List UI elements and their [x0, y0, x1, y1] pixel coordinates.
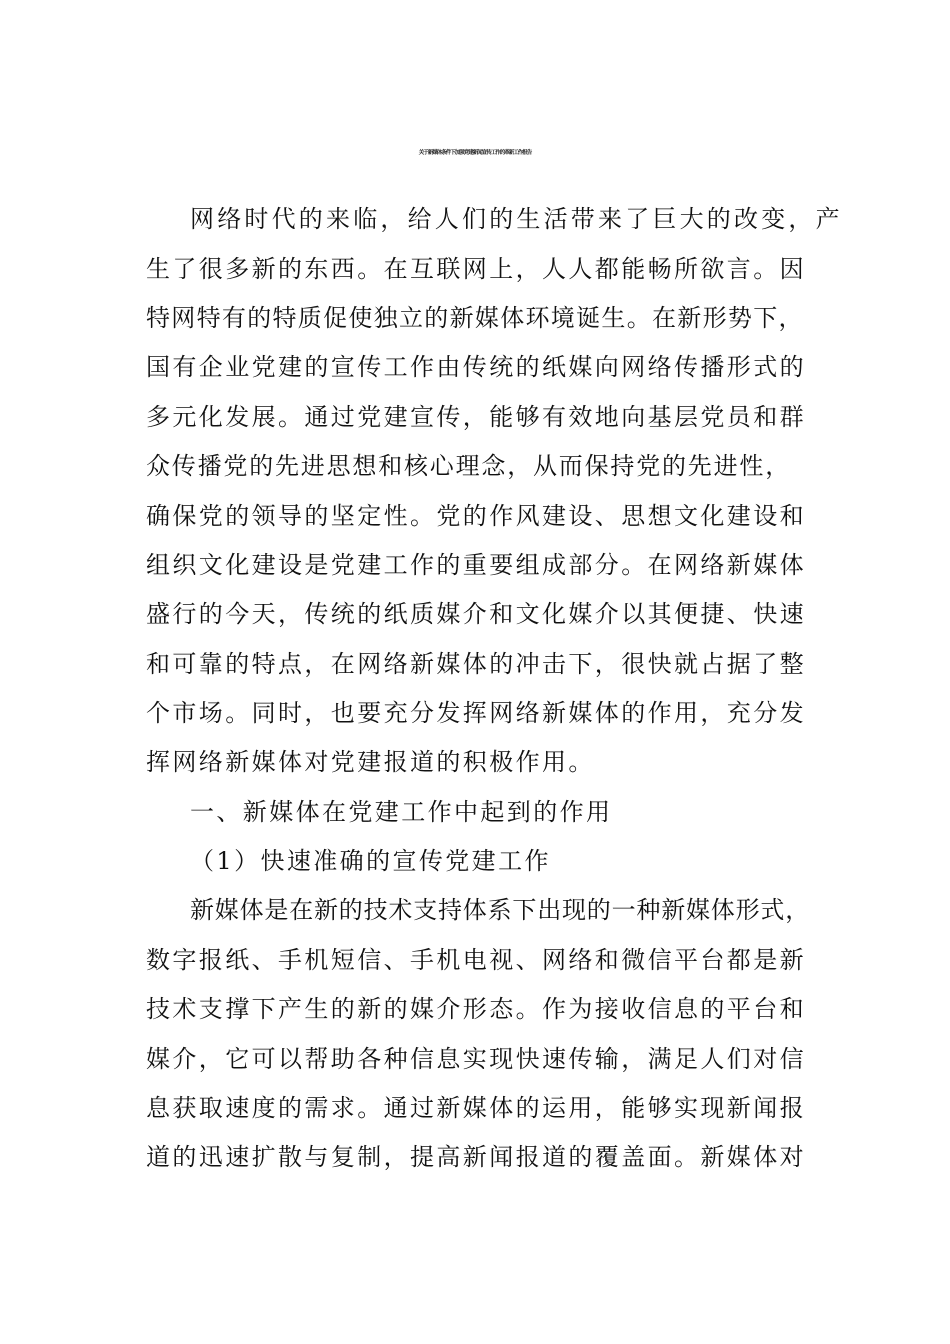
subsection-heading: （1）快速准确的宣传党建工作	[190, 847, 551, 875]
paragraph-line: 盛行的今天，传统的纸质媒介和文化媒介以其便捷、快速	[146, 600, 806, 628]
paragraph-line: 组织文化建设是党建工作的重要组成部分。在网络新媒体	[146, 551, 806, 579]
section-heading: 一、新媒体在党建工作中起到的作用	[190, 798, 613, 826]
paragraph-line: 多元化发展。通过党建宣传，能够有效地向基层党员和群	[146, 403, 806, 431]
paragraph-line: 国有企业党建的宣传工作由传统的纸媒向网络传播形式的	[146, 353, 806, 381]
document-title: 关于新媒体条件下加强党建新闻宣传工作的革新工作报告	[418, 150, 532, 156]
paragraph-line: 个市场。同时，也要充分发挥网络新媒体的作用，充分发	[146, 699, 806, 727]
paragraph-line: 挥网络新媒体对党建报道的积极作用。	[146, 748, 595, 776]
paragraph-line: 媒介，它可以帮助各种信息实现快速传输，满足人们对信	[146, 1045, 806, 1073]
paragraph-line: 特网特有的特质促使独立的新媒体环境诞生。在新形势下，	[146, 304, 804, 332]
paragraph-line: 确保党的领导的坚定性。党的作风建设、思想文化建设和	[146, 502, 806, 530]
paragraph-line: 数字报纸、手机短信、手机电视、网络和微信平台都是新	[146, 946, 806, 974]
paragraph-line: 众传播党的先进思想和核心理念，从而保持党的先进性，	[146, 452, 791, 480]
paragraph-line: 生了很多新的东西。在互联网上，人人都能畅所欲言。因	[146, 255, 806, 283]
paragraph-line: 和可靠的特点，在网络新媒体的冲击下，很快就占据了整	[146, 650, 806, 678]
paragraph-line: 技术支撑下产生的新的媒介形态。作为接收信息的平台和	[146, 995, 806, 1023]
paragraph-line: 息获取速度的需求。通过新媒体的运用，能够实现新闻报	[146, 1094, 806, 1122]
paragraph-line: 网络时代的来临，给人们的生活带来了巨大的改变，产	[190, 205, 843, 233]
paragraph-line: 道的迅速扩散与复制，提高新闻报道的覆盖面。新媒体对	[146, 1143, 806, 1171]
paragraph-line: 新媒体是在新的技术支持体系下出现的一种新媒体形式，	[190, 896, 810, 924]
